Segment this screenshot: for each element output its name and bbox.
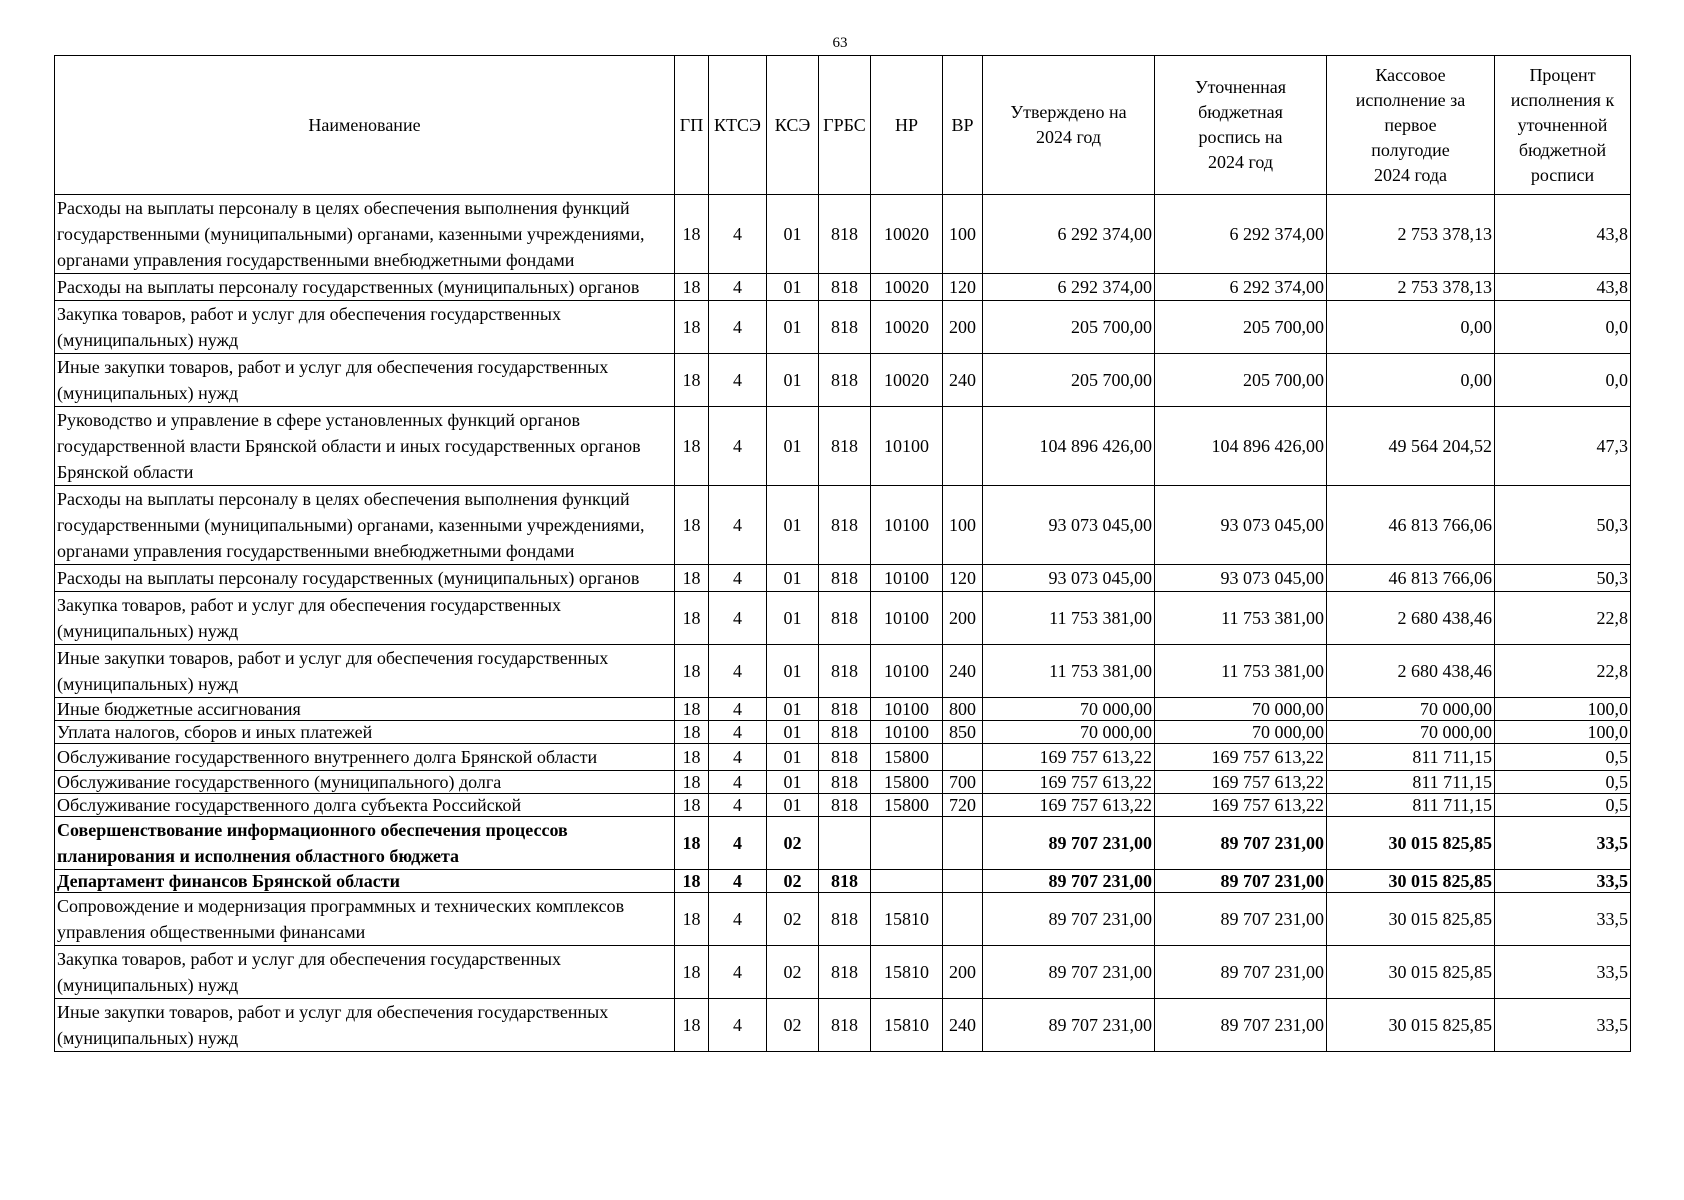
row-approved: 89 707 231,00 — [983, 870, 1155, 893]
row-cash: 2 753 378,13 — [1327, 195, 1495, 274]
table-row — [55, 565, 1631, 592]
row-vr: 240 — [943, 354, 983, 407]
row-kse: 01 — [767, 721, 819, 744]
row-cash: 811 711,15 — [1327, 771, 1495, 794]
row-cash: 2 680 438,46 — [1327, 592, 1495, 645]
table-row — [55, 893, 1631, 946]
row-refined: 205 700,00 — [1155, 354, 1327, 407]
row-kse: 02 — [767, 946, 819, 999]
table-row — [55, 999, 1631, 1052]
row-gp: 18 — [675, 274, 709, 301]
row-vr: 240 — [943, 999, 983, 1052]
row-np: 10020 — [871, 301, 943, 354]
row-refined: 93 073 045,00 — [1155, 565, 1327, 592]
header-row — [55, 56, 1631, 195]
row-kse: 01 — [767, 794, 819, 817]
row-vr — [943, 744, 983, 771]
row-grbs: 818 — [819, 592, 871, 645]
row-refined: 169 757 613,22 — [1155, 794, 1327, 817]
row-np: 15800 — [871, 771, 943, 794]
row-gp: 18 — [675, 301, 709, 354]
row-vr: 700 — [943, 771, 983, 794]
row-cash: 0,00 — [1327, 354, 1495, 407]
row-np — [871, 817, 943, 870]
row-approved: 6 292 374,00 — [983, 274, 1155, 301]
row-cash: 30 015 825,85 — [1327, 999, 1495, 1052]
page-number: 63 — [832, 35, 848, 51]
row-vr: 120 — [943, 274, 983, 301]
row-percent: 0,5 — [1495, 744, 1631, 771]
row-name: Обслуживание государственного внутреннего долга Брянской области — [55, 744, 675, 771]
row-name: Обслуживание государственного (муниципального) долга — [55, 771, 675, 794]
row-name: Расходы на выплаты персоналу в целях обеспечения выполнения функций государственными (муниципальными) органами, казенными учреждениями, органами управления государственными внебюджетными фондами — [55, 486, 675, 565]
row-ktse: 4 — [709, 721, 767, 744]
row-percent: 33,5 — [1495, 870, 1631, 893]
row-ktse: 4 — [709, 771, 767, 794]
row-ktse: 4 — [709, 870, 767, 893]
row-ktse: 4 — [709, 195, 767, 274]
row-gp: 18 — [675, 744, 709, 771]
row-refined: 6 292 374,00 — [1155, 274, 1327, 301]
row-name: Уплата налогов, сборов и иных платежей — [55, 721, 675, 744]
table-row — [55, 486, 1631, 565]
row-np: 15810 — [871, 999, 943, 1052]
table-row — [55, 592, 1631, 645]
row-ktse: 4 — [709, 698, 767, 721]
row-approved: 89 707 231,00 — [983, 893, 1155, 946]
row-cash: 2 680 438,46 — [1327, 645, 1495, 698]
row-percent: 50,3 — [1495, 565, 1631, 592]
row-name: Закупка товаров, работ и услуг для обеспечения государственных (муниципальных) нужд — [55, 301, 675, 354]
row-approved: 205 700,00 — [983, 301, 1155, 354]
row-ktse: 4 — [709, 946, 767, 999]
row-vr: 100 — [943, 486, 983, 565]
row-refined: 169 757 613,22 — [1155, 771, 1327, 794]
row-percent: 0,0 — [1495, 354, 1631, 407]
row-ktse: 4 — [709, 744, 767, 771]
row-grbs: 818 — [819, 486, 871, 565]
row-refined: 89 707 231,00 — [1155, 893, 1327, 946]
row-name: Иные закупки товаров, работ и услуг для обеспечения государственных (муниципальных) нужд — [55, 645, 675, 698]
row-approved: 93 073 045,00 — [983, 565, 1155, 592]
table-row — [55, 301, 1631, 354]
header-name: Наименование — [55, 56, 675, 195]
row-cash: 811 711,15 — [1327, 794, 1495, 817]
row-ktse: 4 — [709, 999, 767, 1052]
row-approved: 70 000,00 — [983, 721, 1155, 744]
row-cash: 30 015 825,85 — [1327, 893, 1495, 946]
header-gp: ГП — [675, 56, 709, 195]
row-gp: 18 — [675, 592, 709, 645]
row-vr: 200 — [943, 592, 983, 645]
row-name: Закупка товаров, работ и услуг для обеспечения государственных (муниципальных) нужд — [55, 592, 675, 645]
row-cash: 0,00 — [1327, 301, 1495, 354]
row-np: 10100 — [871, 721, 943, 744]
row-grbs: 818 — [819, 565, 871, 592]
row-gp: 18 — [675, 771, 709, 794]
row-kse: 01 — [767, 645, 819, 698]
row-grbs: 818 — [819, 195, 871, 274]
row-percent: 33,5 — [1495, 817, 1631, 870]
header-ktse: КТСЭ — [709, 56, 767, 195]
row-vr: 240 — [943, 645, 983, 698]
row-approved: 205 700,00 — [983, 354, 1155, 407]
row-refined: 89 707 231,00 — [1155, 870, 1327, 893]
row-approved: 104 896 426,00 — [983, 407, 1155, 486]
row-kse: 01 — [767, 354, 819, 407]
row-np — [871, 870, 943, 893]
row-percent: 100,0 — [1495, 698, 1631, 721]
row-kse: 01 — [767, 565, 819, 592]
row-refined: 93 073 045,00 — [1155, 486, 1327, 565]
row-approved: 70 000,00 — [983, 698, 1155, 721]
row-ktse: 4 — [709, 565, 767, 592]
header-grbs: ГРБС — [819, 56, 871, 195]
row-gp: 18 — [675, 893, 709, 946]
row-refined: 70 000,00 — [1155, 721, 1327, 744]
row-vr: 200 — [943, 946, 983, 999]
row-kse: 02 — [767, 870, 819, 893]
table-row — [55, 698, 1631, 721]
row-cash: 70 000,00 — [1327, 721, 1495, 744]
header-np: НР — [871, 56, 943, 195]
row-np: 10100 — [871, 565, 943, 592]
row-cash: 30 015 825,85 — [1327, 870, 1495, 893]
row-cash: 2 753 378,13 — [1327, 274, 1495, 301]
table-row — [55, 645, 1631, 698]
row-vr: 800 — [943, 698, 983, 721]
header-cash: Кассовое исполнение за первое полугодие 2024 года — [1327, 56, 1495, 195]
row-vr — [943, 870, 983, 893]
row-approved: 11 753 381,00 — [983, 592, 1155, 645]
row-np: 10100 — [871, 698, 943, 721]
row-vr: 100 — [943, 195, 983, 274]
row-percent: 0,5 — [1495, 771, 1631, 794]
table-row — [55, 794, 1631, 817]
table-row — [55, 817, 1631, 870]
row-percent: 100,0 — [1495, 721, 1631, 744]
row-kse: 01 — [767, 698, 819, 721]
row-grbs — [819, 817, 871, 870]
row-name: Расходы на выплаты персоналу государственных (муниципальных) органов — [55, 565, 675, 592]
row-refined: 70 000,00 — [1155, 698, 1327, 721]
row-kse: 02 — [767, 999, 819, 1052]
row-refined: 89 707 231,00 — [1155, 817, 1327, 870]
row-np: 10020 — [871, 195, 943, 274]
row-refined: 11 753 381,00 — [1155, 645, 1327, 698]
row-kse: 01 — [767, 771, 819, 794]
row-ktse: 4 — [709, 592, 767, 645]
header-vr: ВР — [943, 56, 983, 195]
row-cash: 49 564 204,52 — [1327, 407, 1495, 486]
row-kse: 01 — [767, 195, 819, 274]
row-ktse: 4 — [709, 301, 767, 354]
row-name: Обслуживание государственного долга субъекта Российской — [55, 794, 675, 817]
row-grbs: 818 — [819, 354, 871, 407]
row-approved: 169 757 613,22 — [983, 744, 1155, 771]
row-percent: 33,5 — [1495, 999, 1631, 1052]
row-cash: 811 711,15 — [1327, 744, 1495, 771]
row-gp: 18 — [675, 354, 709, 407]
table-row — [55, 744, 1631, 771]
row-name: Руководство и управление в сфере установленных функций органов государственной власти Брянской области и иных государственных органов Брянской области — [55, 407, 675, 486]
row-vr: 120 — [943, 565, 983, 592]
row-np: 15810 — [871, 893, 943, 946]
row-grbs: 818 — [819, 721, 871, 744]
row-kse: 01 — [767, 744, 819, 771]
row-approved: 169 757 613,22 — [983, 794, 1155, 817]
table-row — [55, 354, 1631, 407]
row-gp: 18 — [675, 794, 709, 817]
row-np: 15810 — [871, 946, 943, 999]
header-kse: КСЭ — [767, 56, 819, 195]
row-ktse: 4 — [709, 645, 767, 698]
row-name: Расходы на выплаты персоналу государственных (муниципальных) органов — [55, 274, 675, 301]
row-gp: 18 — [675, 565, 709, 592]
row-gp: 18 — [675, 946, 709, 999]
row-percent: 43,8 — [1495, 195, 1631, 274]
table-row — [55, 946, 1631, 999]
row-np: 10020 — [871, 354, 943, 407]
row-grbs: 818 — [819, 893, 871, 946]
row-refined: 104 896 426,00 — [1155, 407, 1327, 486]
row-np: 10100 — [871, 407, 943, 486]
row-cash: 46 813 766,06 — [1327, 486, 1495, 565]
row-np: 10100 — [871, 592, 943, 645]
row-kse: 01 — [767, 301, 819, 354]
row-gp: 18 — [675, 486, 709, 565]
row-kse: 01 — [767, 592, 819, 645]
row-gp: 18 — [675, 407, 709, 486]
row-approved: 169 757 613,22 — [983, 771, 1155, 794]
row-percent: 0,5 — [1495, 794, 1631, 817]
row-vr: 200 — [943, 301, 983, 354]
row-percent: 50,3 — [1495, 486, 1631, 565]
row-percent: 0,0 — [1495, 301, 1631, 354]
header-refined: Уточненная бюджетная роспись на 2024 год — [1155, 56, 1327, 195]
row-kse: 02 — [767, 893, 819, 946]
table-row — [55, 771, 1631, 794]
row-gp: 18 — [675, 195, 709, 274]
row-refined: 89 707 231,00 — [1155, 999, 1327, 1052]
budget-table — [54, 55, 1631, 1052]
row-refined: 169 757 613,22 — [1155, 744, 1327, 771]
row-gp: 18 — [675, 999, 709, 1052]
row-np: 10100 — [871, 645, 943, 698]
row-grbs: 818 — [819, 645, 871, 698]
row-gp: 18 — [675, 698, 709, 721]
row-grbs: 818 — [819, 744, 871, 771]
row-percent: 33,5 — [1495, 946, 1631, 999]
row-np: 15800 — [871, 744, 943, 771]
row-cash: 30 015 825,85 — [1327, 817, 1495, 870]
row-approved: 89 707 231,00 — [983, 817, 1155, 870]
row-name: Иные бюджетные ассигнования — [55, 698, 675, 721]
row-name: Иные закупки товаров, работ и услуг для обеспечения государственных (муниципальных) нужд — [55, 354, 675, 407]
row-refined: 11 753 381,00 — [1155, 592, 1327, 645]
row-percent: 47,3 — [1495, 407, 1631, 486]
row-ktse: 4 — [709, 817, 767, 870]
row-percent: 22,8 — [1495, 645, 1631, 698]
row-grbs: 818 — [819, 870, 871, 893]
row-vr: 850 — [943, 721, 983, 744]
row-name: Сопровождение и модернизация программных и технических комплексов управления общественными финансами — [55, 893, 675, 946]
row-cash: 70 000,00 — [1327, 698, 1495, 721]
row-name: Департамент финансов Брянской области — [55, 870, 675, 893]
row-name: Расходы на выплаты персоналу в целях обеспечения выполнения функций государственными (муниципальными) органами, казенными учреждениями, органами управления государственными внебюджетными фондами — [55, 195, 675, 274]
row-grbs: 818 — [819, 946, 871, 999]
row-vr — [943, 817, 983, 870]
row-cash: 30 015 825,85 — [1327, 946, 1495, 999]
row-np: 10100 — [871, 486, 943, 565]
row-approved: 89 707 231,00 — [983, 999, 1155, 1052]
header-percent: Процент исполнения к уточненной бюджетной росписи — [1495, 56, 1631, 195]
row-np: 15800 — [871, 794, 943, 817]
table-row — [55, 195, 1631, 274]
row-name: Иные закупки товаров, работ и услуг для обеспечения государственных (муниципальных) нужд — [55, 999, 675, 1052]
row-gp: 18 — [675, 721, 709, 744]
row-grbs: 818 — [819, 698, 871, 721]
row-vr — [943, 407, 983, 486]
row-np: 10020 — [871, 274, 943, 301]
row-vr: 720 — [943, 794, 983, 817]
row-ktse: 4 — [709, 407, 767, 486]
table-row — [55, 407, 1631, 486]
row-name: Закупка товаров, работ и услуг для обеспечения государственных (муниципальных) нужд — [55, 946, 675, 999]
row-grbs: 818 — [819, 274, 871, 301]
row-ktse: 4 — [709, 486, 767, 565]
row-ktse: 4 — [709, 794, 767, 817]
row-approved: 89 707 231,00 — [983, 946, 1155, 999]
row-grbs: 818 — [819, 999, 871, 1052]
header-approved: Утверждено на 2024 год — [983, 56, 1155, 195]
row-grbs: 818 — [819, 301, 871, 354]
table-row — [55, 870, 1631, 893]
row-approved: 6 292 374,00 — [983, 195, 1155, 274]
row-approved: 11 753 381,00 — [983, 645, 1155, 698]
row-kse: 01 — [767, 486, 819, 565]
row-grbs: 818 — [819, 407, 871, 486]
row-kse: 01 — [767, 407, 819, 486]
row-kse: 01 — [767, 274, 819, 301]
row-percent: 22,8 — [1495, 592, 1631, 645]
table-row — [55, 274, 1631, 301]
table-row — [55, 721, 1631, 744]
row-vr — [943, 893, 983, 946]
row-ktse: 4 — [709, 893, 767, 946]
row-ktse: 4 — [709, 274, 767, 301]
row-name: Совершенствование информационного обеспечения процессов планирования и исполнения областного бюджета — [55, 817, 675, 870]
row-approved: 93 073 045,00 — [983, 486, 1155, 565]
row-percent: 43,8 — [1495, 274, 1631, 301]
row-kse: 02 — [767, 817, 819, 870]
row-percent: 33,5 — [1495, 893, 1631, 946]
row-grbs: 818 — [819, 794, 871, 817]
row-cash: 46 813 766,06 — [1327, 565, 1495, 592]
row-refined: 6 292 374,00 — [1155, 195, 1327, 274]
row-refined: 205 700,00 — [1155, 301, 1327, 354]
row-grbs: 818 — [819, 771, 871, 794]
row-ktse: 4 — [709, 354, 767, 407]
row-refined: 89 707 231,00 — [1155, 946, 1327, 999]
row-gp: 18 — [675, 645, 709, 698]
row-gp: 18 — [675, 817, 709, 870]
row-gp: 18 — [675, 870, 709, 893]
